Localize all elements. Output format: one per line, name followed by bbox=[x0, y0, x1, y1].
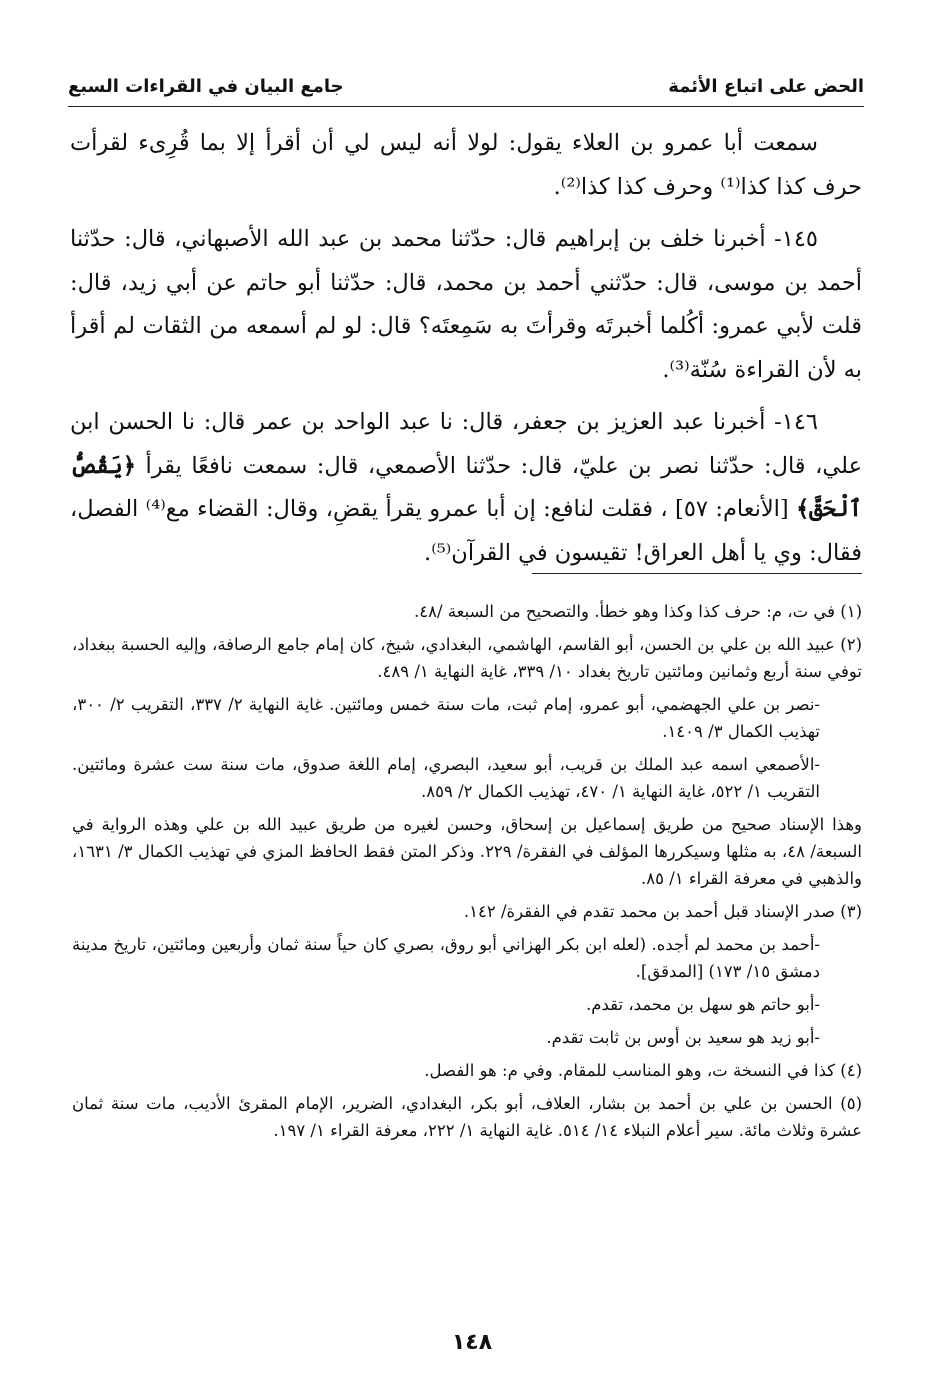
footnote-2-nasr: -نصر بن علي الجهضمي، أبو عمرو، إمام ثبت، مات سنة خمس ومائتين. غاية النهاية ٢/ ٣٣٧، التقريب ٢/ ٣٠٠، تهذيب الكمال ٣/ ١٤٠٩. bbox=[72, 695, 820, 741]
footnote-4: (٤) كذا في النسخة ت، وهو المناسب للمقام. وفي م: هو الفصل. bbox=[424, 1061, 862, 1080]
footnote-3: (٣) صدر الإسناد قبل أحمد بن محمد تقدم في الفقرة/ ١٤٢. bbox=[463, 902, 862, 921]
footnote-2-asmai: -الأصمعي اسمه عبد الملك بن قريب، أبو سعيد، البصري، إمام اللغة صدوق، مات سنة ست عشرة ومائتين. التقريب ١/ ٥٢٢، غاية النهاية ١/ ٤٧٠، تهذيب الكمال ٢/ ٨٥٩. bbox=[72, 755, 820, 801]
page-number: ١٤٨ bbox=[451, 1330, 493, 1355]
footnote-3-ahmad: -أحمد بن محمد لم أجده. (لعله ابن بكر الهزاني أبو روق، بصري كان حياً سنة ثمان وأربعين ومائتين، تاريخ مدينة دمشق ١٥/ ١٧٣) [المدقق]. bbox=[72, 935, 820, 981]
footnote-separator bbox=[532, 573, 862, 574]
footnote-2-isnad: وهذا الإسناد صحيح من طريق إسماعيل بن إسحاق، وحسن لغيره من طريق عبيد الله بن علي وهذه الرواية في السبعة/ ٤٨، به مثلها وسيكررها المؤلف في الفقرة/ ٢٢٩. وذكر المتن فقط الحافظ المزي في تهذيب الكمال ٣/ ١٦٣١، والذهبي في معرفة القراء ١/ ٨٥. bbox=[72, 815, 862, 888]
main-text bbox=[70, 122, 862, 575]
paragraph-146-part-a: ١٤٦- أخبرنا عبد العزيز بن جعفر، قال: نا عبد الواحد بن عمر قال: نا الحسن ابن علي، قال: حدّثنا نصر بن عليّ، قال: حدّثنا الأصمعي، قال: سمعت نافعًا يقرأ bbox=[70, 409, 862, 479]
header-book-title: جامع البيان في القراءات السبع bbox=[68, 75, 344, 97]
header-chapter-title: الحض على اتباع الأئمة bbox=[668, 75, 864, 97]
footnote-2: (٢) عبيد الله بن علي بن الحسن، أبو القاسم، الهاشمي، البغدادي، شيخ، كان إمام جامع الرصافة، وإليه الحسبة ببغداد، توفي سنة أربع وثمانين ومائتين تاريخ بغداد ١٠/ ٣٣٩، غاية النهاية ١/ ٤٨٩. bbox=[72, 635, 862, 681]
paragraph-146 bbox=[70, 401, 862, 575]
paragraph-1: سمعت أبا عمرو بن العلاء يقول: لولا أنه ليس لي أن أقرأ إلا بما قُرِىء لقرأت حرف كذا كذا⁽¹⁾ وحرف كذا كذا⁽²⁾. bbox=[70, 130, 862, 200]
paragraph-145: ١٤٥- أخبرنا خلف بن إبراهيم قال: حدّثنا محمد بن عبد الله الأصبهاني، قال: حدّثنا أحمد بن موسى، قال: حدّثني أحمد بن محمد، قال: حدّثنا أبو حاتم عن أبي زيد، قال: قلت لأبي عمرو: أكُلما أخبرتَه وقرأتَ به سَمِعتَه؟ قال: لو لم أسمعه من الثقات لم أقرأ به لأن القراءة سُنّة⁽³⁾. bbox=[70, 226, 862, 383]
paragraph-146-part-b: [الأنعام: ٥٧] ، فقلت لنافع: إن أبا عمرو يقرأ يقضِ، وقال: القضاء مع⁽⁴⁾ الفصل، فقال: وي يا أهل العراق! تقيسون في القرآن⁽⁵⁾. bbox=[70, 496, 862, 566]
footnote-1: (١) في ت، م: حرف كذا وكذا وهو خطأ. والتصحيح من السبعة /٤٨. bbox=[414, 602, 862, 621]
quran-verse: ﴿يَقُصُّ ٱلْحَقَّ﴾ bbox=[70, 452, 863, 522]
footnote-5: (٥) الحسن بن علي بن أحمد بن بشار، العلاف، أبو بكر، البغدادي، الضرير، الإمام المقرئ الأديب، مات سنة ثمان عشرة وثلاث مائة. سير أعلام النبلاء ١٤/ ٥١٤. غاية النهاية ١/ ٢٢٢، معرفة القراء ١/ ١٩٧. bbox=[72, 1094, 862, 1140]
footnote-3-abuzayd: -أبو زيد هو سعيد بن أوس بن ثابت تقدم. bbox=[546, 1028, 820, 1047]
footnote-3-abuhatim: -أبو حاتم هو سهل بن محمد، تقدم. bbox=[586, 995, 820, 1014]
footnotes bbox=[72, 598, 862, 1150]
running-header bbox=[68, 66, 864, 107]
